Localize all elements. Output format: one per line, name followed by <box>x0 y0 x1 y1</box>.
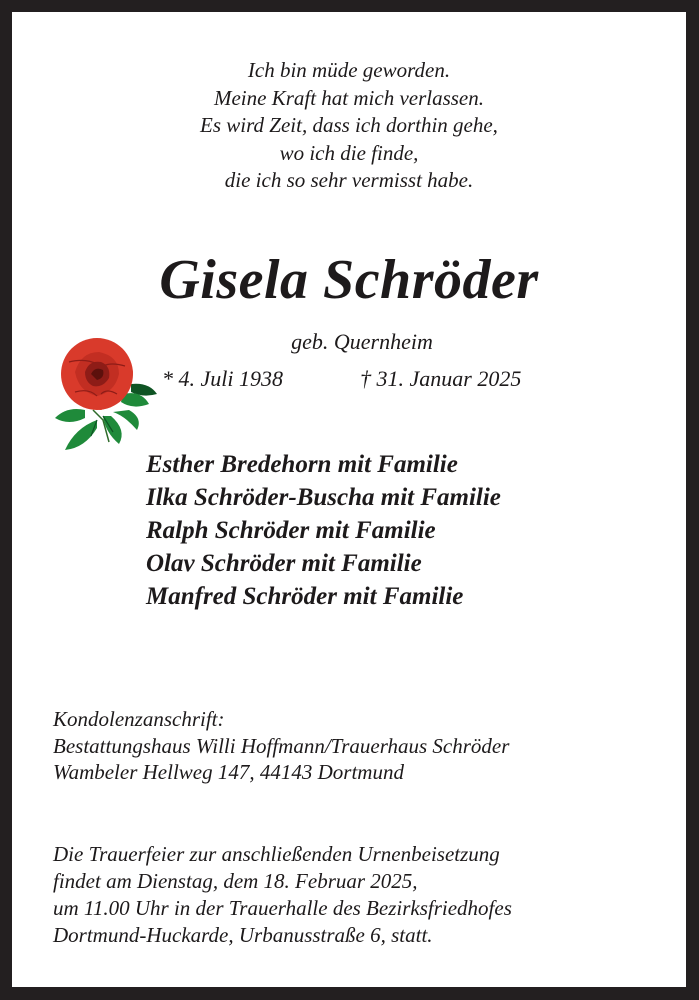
ceremony-line: Die Trauerfeier zur anschließenden Urnenbeisetzung <box>53 842 500 866</box>
deceased-name: Gisela Schröder <box>159 249 539 311</box>
condolence-line: Wambeler Hellweg 147, 44143 Dortmund <box>53 760 404 784</box>
mourner: Manfred Schröder mit Familie <box>146 583 464 610</box>
poem <box>12 57 686 195</box>
death-date: † 31. Januar 2025 <box>360 366 522 391</box>
poem-line: Ich bin müde geworden. <box>247 58 451 82</box>
poem-line: Meine Kraft hat mich verlassen. <box>213 85 485 110</box>
mourner: Esther Bredehorn mit Familie <box>146 451 458 478</box>
ceremony-line: findet am Dienstag, dem 18. Februar 2025, <box>53 869 418 893</box>
poem-line: die ich so sehr vermisst habe. <box>224 168 474 192</box>
poem-line: Es wird Zeit, dass ich dorthin gehe, <box>200 113 498 137</box>
ceremony-line: Dortmund-Huckarde, Urbanusstraße 6, statt. <box>53 923 433 947</box>
mourners-list <box>146 448 501 613</box>
birth-date: * 4. Juli 1938 <box>162 366 283 391</box>
poem-line: wo ich die finde, <box>279 140 419 165</box>
obituary-card <box>12 12 686 987</box>
maiden-name: geb. Quernheim <box>291 329 433 354</box>
mourner: Olav Schröder mit Familie <box>146 550 422 577</box>
life-dates <box>162 366 522 392</box>
condolence-line: Bestattungshaus Willi Hoffmann/Trauerhaus Schröder <box>53 733 510 758</box>
red-rose-icon <box>45 332 160 457</box>
condolence-address <box>53 706 509 786</box>
mourner: Ralph Schröder mit Familie <box>146 517 436 544</box>
ceremony-info <box>53 841 512 949</box>
ceremony-line: um 11.00 Uhr in der Trauerhalle des Bezirksfriedhofes <box>53 896 512 920</box>
condolence-label: Kondolenzanschrift: <box>53 707 225 731</box>
mourner: Ilka Schröder-Buscha mit Familie <box>146 484 501 511</box>
